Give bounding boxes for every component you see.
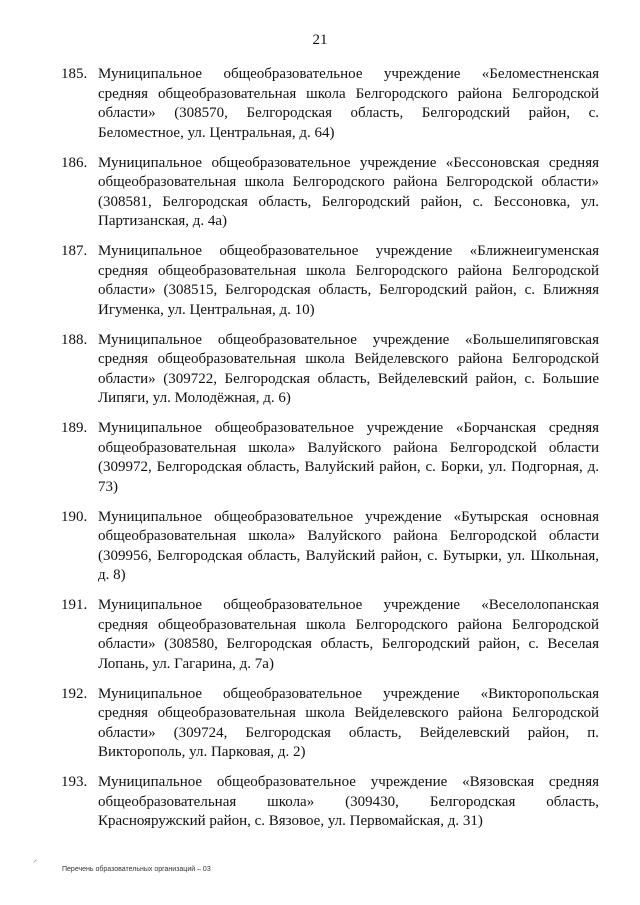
entry-number: 185. — [61, 66, 88, 82]
margin-mark: ⸝ — [33, 855, 37, 864]
list-item — [61, 242, 599, 320]
entry-number: 188. — [61, 331, 88, 348]
list-item — [61, 685, 599, 763]
entry-text: Муниципальное общеобразовательное учреждение «Бессоновская средняя общеобразовательная школа Белгородского района Белгородской области» (308581, Белгородская область, Белгородский район, с. Бессоновка, ул. Партизанская, д. 4а) — [98, 154, 599, 229]
entry-text: Муниципальное общеобразовательное учреждение «Веселолопанская средняя общеобразовательная школа Белгородского района Белгородской области» (308580, Белгородская область, Белгородский район, с. Веселая Лопань, ул. Гагарина, д. 7а) — [98, 597, 599, 672]
entry-number: 192. — [61, 685, 88, 702]
page-footer: Перечень образовательных организаций – 03 — [62, 866, 211, 873]
list-item — [61, 596, 599, 674]
entry-number: 186. — [61, 154, 88, 171]
entry-text: Муниципальное общеобразовательное учреждение «Викторопольская средняя общеобразовательная школа Вейделевского района Белгородской области» (309724, Белгородская область, Вейделевский район, п. Викторополь, ул. Парковая, д. 2) — [98, 685, 599, 760]
entry-number: 187. — [61, 243, 88, 259]
list-item — [61, 419, 599, 497]
entry-number: 189. — [61, 420, 88, 436]
list-item — [61, 154, 599, 232]
page-number: 21 — [312, 32, 328, 48]
entry-text: Муниципальное общеобразовательное учреждение «Ближнеигуменская средняя общеобразовательная школа Белгородского района Белгородской области» (308515, Белгородская область, Белгородский район, с. Ближняя Игуменка, ул. Центральная, д. 10) — [98, 243, 599, 318]
entry-text: Муниципальное общеобразовательное учреждение «Борчанская средняя общеобразовательная школа» Валуйского района Белгородской области (309972, Белгородская область, Валуйский район, с. Борки, ул. Подгорная, д. 73) — [98, 420, 599, 495]
list-item — [61, 331, 599, 409]
list-item — [61, 508, 599, 586]
entry-text: Муниципальное общеобразовательное учреждение «Бутырская основная общеобразовательная школа» Валуйского района Белгородской области (309956, Белгородская область, Валуйский район, с. Бутырки, ул. Школьная, д. 8) — [98, 508, 599, 583]
entry-number: 193. — [61, 774, 88, 790]
entry-number: 191. — [61, 597, 88, 613]
entry-list — [61, 65, 599, 842]
entry-text: Муниципальное общеобразовательное учреждение «Беломестненская средняя общеобразовательная школа Белгородского района Белгородской области» (308570, Белгородская область, Белгородский район, с. Беломестное, ул. Центральная, д. 64) — [98, 66, 599, 141]
entry-text: Муниципальное общеобразовательное учреждение «Вязовская средняя общеобразовательная школа» (309430, Белгородская область, Краснояружский район, с. Вязовое, ул. Первомайская, д. 31) — [98, 774, 599, 829]
list-item — [61, 65, 599, 143]
list-item — [61, 773, 599, 832]
entry-number: 190. — [61, 508, 88, 525]
entry-text: Муниципальное общеобразовательное учреждение «Большелипяговская средняя общеобразовательная школа Вейделевского района Белгородской области» (309722, Белгородская область, Вейделевский район, с. Большие Липяги, ул. Молодёжная, д. 6) — [98, 331, 599, 406]
